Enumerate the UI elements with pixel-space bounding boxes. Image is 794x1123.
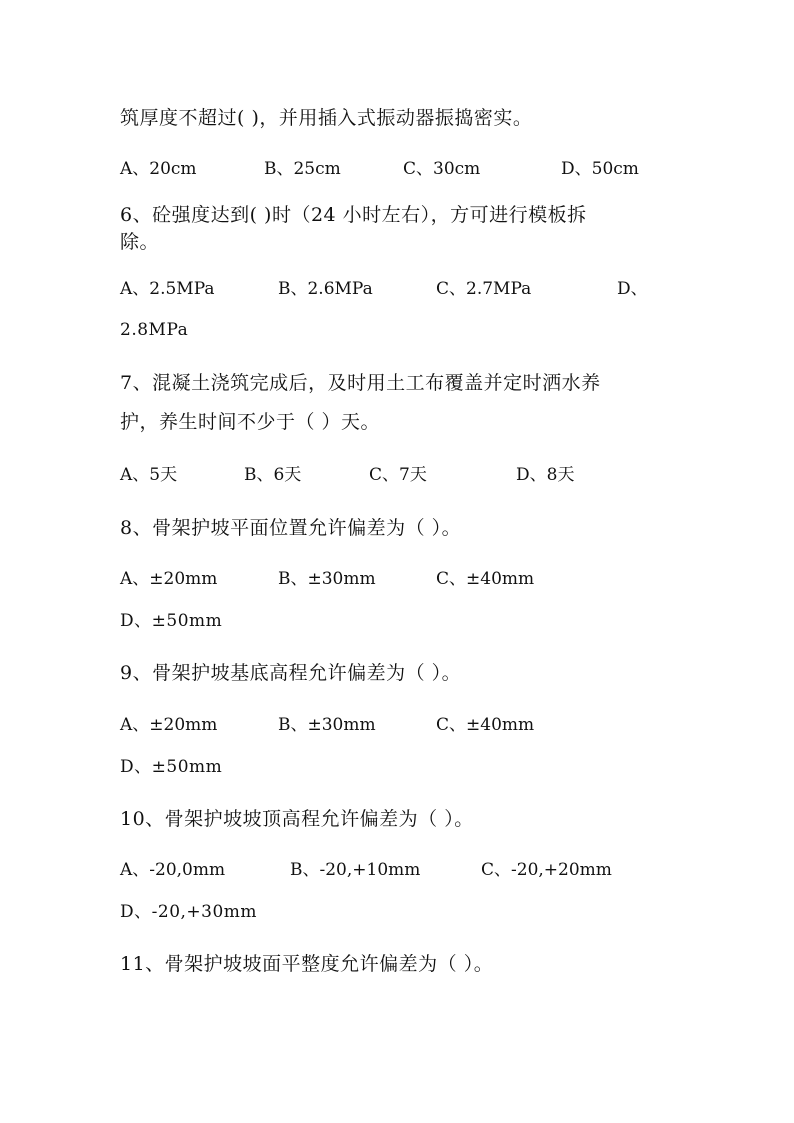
option-d: D、50cm	[561, 159, 639, 179]
option-continuation: D、-20,+30mm	[120, 902, 258, 922]
question-text-line: 11、骨架护坡坡面平整度允许偏差为（ ）。	[120, 953, 494, 975]
answer-options	[120, 462, 680, 488]
question-text-line: 9、骨架护坡基底高程允许偏差为（ ）。	[120, 662, 462, 684]
option-continuation: 2.8MPa	[120, 320, 189, 340]
option-continuation: D、±50mm	[120, 611, 223, 631]
option-a: A、±20mm	[120, 569, 218, 589]
option-c: C、30cm	[403, 159, 481, 179]
option-b: B、25cm	[264, 159, 341, 179]
question-text-line: 除。	[120, 231, 160, 253]
option-a: A、20cm	[120, 159, 197, 179]
question-text-line: 7、混凝土浇筑完成后，及时用土工布覆盖并定时洒水养	[120, 372, 601, 394]
option-b: B、±30mm	[278, 569, 376, 589]
option-c: C、±40mm	[436, 569, 535, 589]
option-a: A、±20mm	[120, 715, 218, 735]
question-text-line: 10、骨架护坡坡顶高程允许偏差为（ ）。	[120, 808, 474, 830]
option-b: B、2.6MPa	[278, 279, 373, 299]
option-c: C、±40mm	[436, 715, 535, 735]
option-a: A、2.5MPa	[120, 279, 215, 299]
option-b: B、6天	[244, 465, 302, 485]
answer-options	[120, 156, 680, 182]
answer-options	[120, 276, 680, 302]
option-c: C、-20,+20mm	[481, 860, 612, 880]
option-b: B、-20,+10mm	[290, 860, 421, 880]
question-text-line: 6、砼强度达到( )时（24 小时左右），方可进行模板拆	[120, 204, 587, 226]
option-a: A、-20,0mm	[120, 860, 226, 880]
answer-options	[120, 857, 680, 883]
question-text-line: 8、骨架护坡平面位置允许偏差为（ ）。	[120, 517, 462, 539]
option-c: C、2.7MPa	[436, 279, 532, 299]
option-d: D、	[617, 279, 648, 299]
option-b: B、±30mm	[278, 715, 376, 735]
option-c: C、7天	[369, 465, 427, 485]
question-text-line: 护，养生时间不少于（ ）天。	[120, 411, 381, 433]
option-d: D、8天	[516, 465, 575, 485]
option-continuation: D、±50mm	[120, 757, 223, 777]
answer-options	[120, 566, 680, 592]
option-a: A、5天	[120, 465, 178, 485]
question-text-line: 筑厚度不超过( )，并用插入式振动器振捣密实。	[120, 107, 533, 129]
answer-options	[120, 712, 680, 738]
